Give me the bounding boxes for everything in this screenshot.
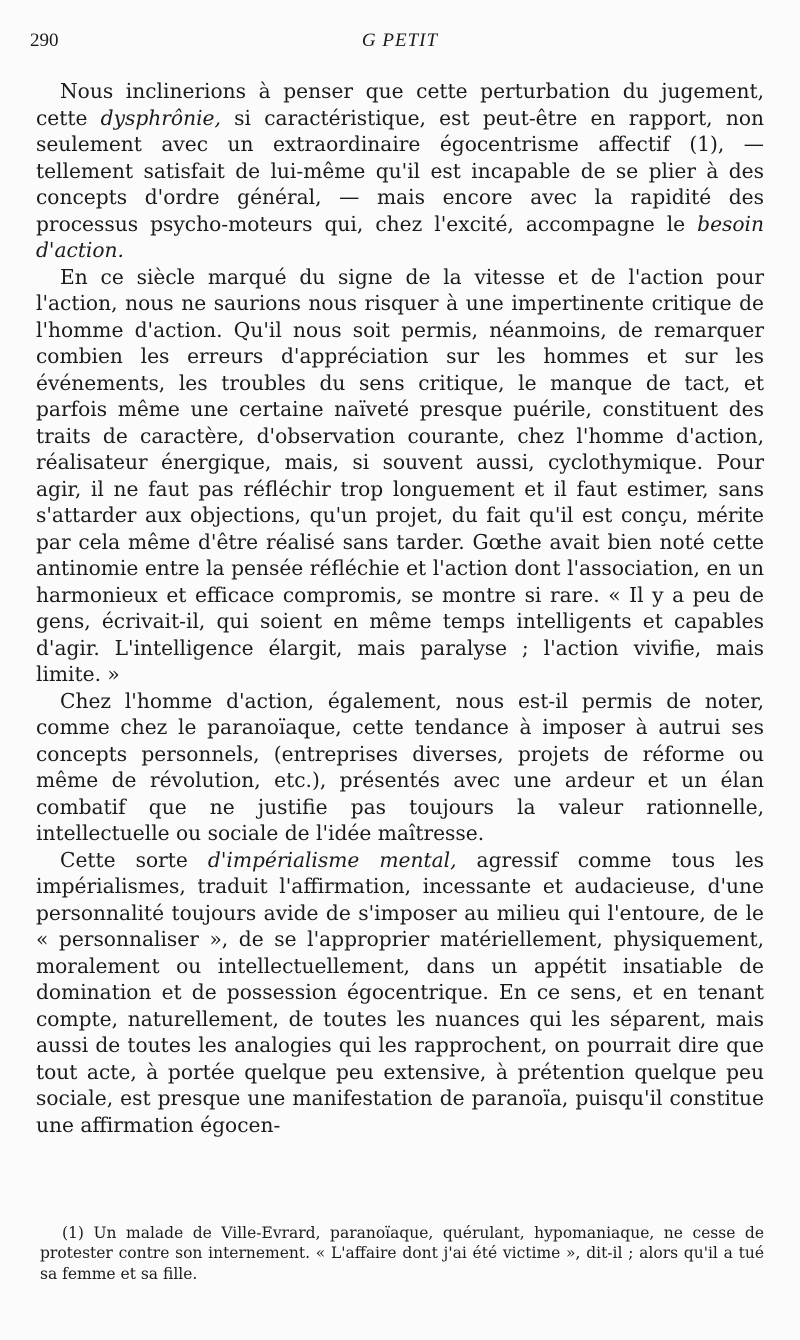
paragraph-4 [36,847,764,1139]
running-title: G PETIT [361,30,439,51]
paragraph-1-text-a: Nous inclinerions à penser que cette perturbation du jugement, cette [36,79,764,130]
paragraph-1-text-b: si caractéristique, est peut-être en rapport, non seulement avec un extraordinaire égocentrisme affectif (1), — tellement satisfait de lui-même qu'il est incapable de se plier à des concepts d'ordre général, — mais encore avec la rapidité des processus psycho-moteurs qui, chez l'excité, accompagne le [36,105,764,236]
paragraph-2: En ce siècle marqué du signe de la vitesse et de l'action pour l'action, nous ne saurions nous risquer à une impertinente critique de l'homme d'action. Qu'il nous soit permis, néanmoins, de remarquer combien les erreurs d'appréciation sur les hommes et sur les événements, les troubles du sens critique, le manque de tact, et parfois même une certaine naïveté presque puérile, constituent des traits de caractère, d'observation courante, chez l'homme d'action, réalisateur énergique, mais, si souvent aussi, cyclothymique. Pour agir, il ne faut pas réfléchir trop longuement et il faut estimer, sans s'attarder aux objections, qu'un projet, du fait qu'il est conçu, mérite par cela même d'être réalisé sans tarder. Gœthe avait bien noté cette antinomie entre la pensée réfléchie et l'action dont l'association, en un harmonieux et efficace compromis, se montre si rare. « Il y a peu de gens, écrivait-il, qui soient en même temps intelligents et capables d'agir. L'intelligence élargit, mais paralyse ; l'action vivifie, mais limite. » [36,264,764,686]
paragraph-1-emphasis-2: besoin d'action. [36,211,764,262]
footnote-text: (1) Un malade de Ville-Evrard, paranoïaque, quérulant, hypomaniaque, ne cesse de protester contre son internement. « L'affaire dont j'ai été victime », dit-il ; alors qu'il a tué sa femme et sa fille. [40,1224,764,1283]
paragraph-1 [36,78,764,264]
running-header [30,30,770,56]
paragraph-4-text-b: agressif comme tous les impérialismes, traduit l'affirmation, incessante et audacieuse, d'une personnalité toujours avide de s'imposer au milieu qui l'entoure, de le « personnaliser », de se l'approprier matériellement, physiquement, moralement ou intellectuellement, dans un appétit insatiable de domination et de possession égocentrique. En ce sens, et en tenant compte, naturellement, de toutes les nuances qui les séparent, mais aussi de toutes les analogies qui les rapprochent, on pourrait dire que tout acte, à portée quelque peu extensive, à prétention quelque peu sociale, est presque une manifestation de paranoïa, puisqu'il constitue une affirmation égocen- [36,847,764,1137]
paragraph-1-emphasis: dysphrônie, [100,105,221,130]
page-number: 290 [30,30,59,51]
paragraph-3: Chez l'homme d'action, également, nous est-il permis de noter, comme chez le paranoïaque, cette tendance à imposer à autrui ses concepts personnels, (entreprises diverses, projets de réforme ou même de révolution, etc.), présentés avec une ardeur et un élan combatif que ne justifie pas toujours la valeur rationnelle, intellectuelle ou sociale de l'idée maîtresse. [36,688,764,845]
footnote [40,1223,764,1284]
paragraph-4-text-a: Cette sorte [60,847,208,872]
paragraph-4-emphasis: d'impérialisme mental, [207,847,457,872]
body-text [36,78,764,1138]
